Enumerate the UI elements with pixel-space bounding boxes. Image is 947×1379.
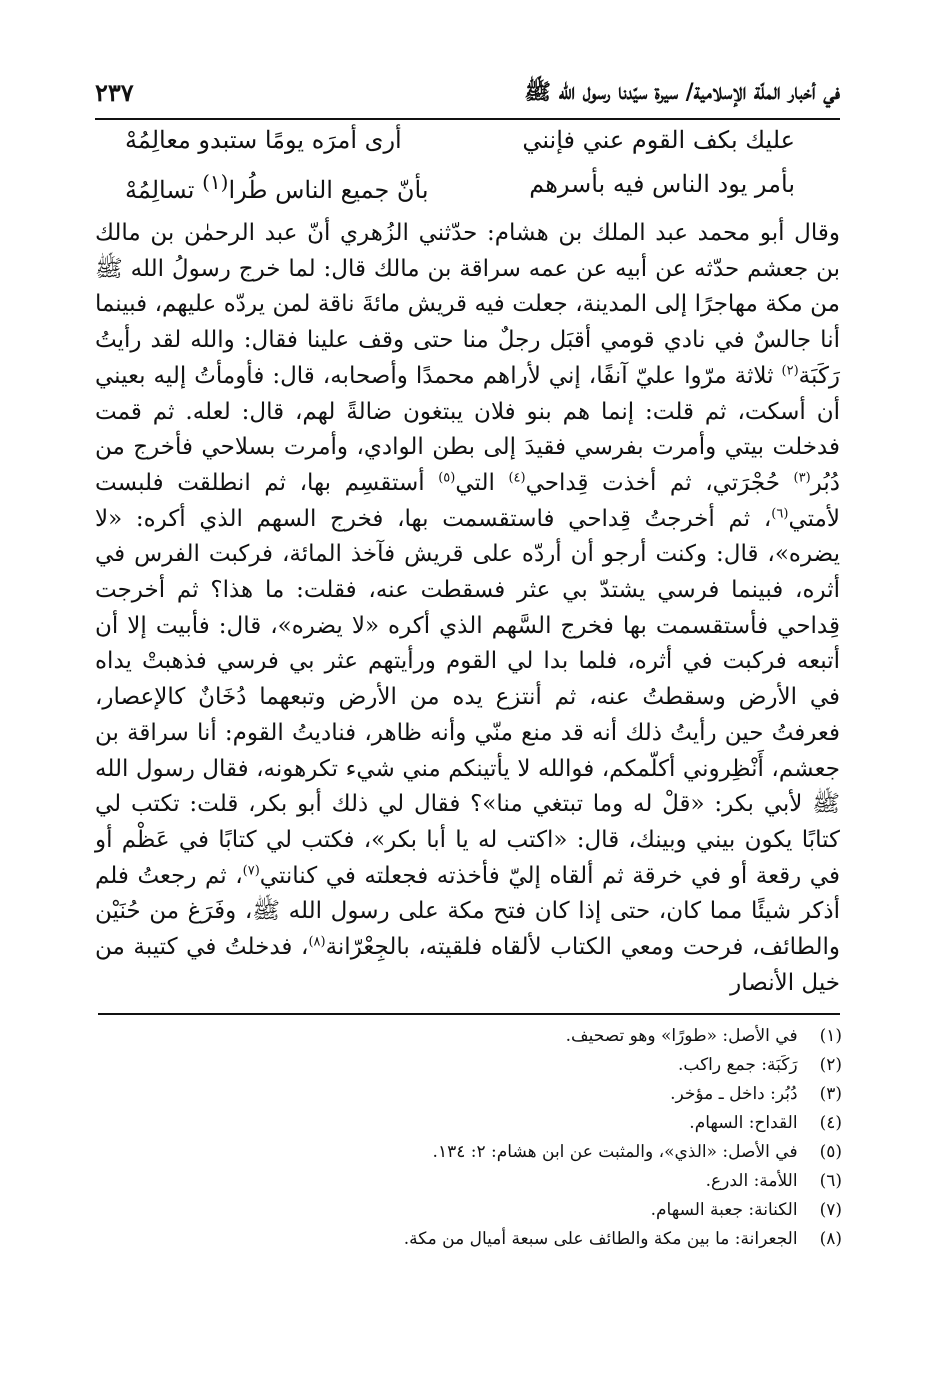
page-number: ٢٣٧ — [95, 78, 134, 107]
footnote-text: دُبُر: داخل ـ مؤخر. — [670, 1084, 798, 1104]
footnote — [192, 1225, 842, 1254]
footnote-marker[interactable]: (٢) — [781, 363, 799, 379]
main-text — [95, 216, 840, 1001]
footnote-marker[interactable]: (٧) — [242, 863, 260, 878]
footnote — [192, 1109, 842, 1138]
footnote-marker[interactable]: (١) — [202, 170, 229, 194]
footnote-marker[interactable]: (٣) — [793, 470, 811, 486]
text-segment: وقال أبو محمد عبد الملك بن هشام: حدّثني الزُهري أنّ عبد الرحمٰن بن مالك بن جعشم حدّثه عن أبيه عن عمه سراقة بن مالك قال: لما خرج رسولُ الله ﷺ من مكة مهاجرًا إلى المدينة، جعلت فيه قريش مائةَ ناقة لمن يردّه عليهم، فبينما أنا جالسٌ في نادي قومي أقبَل رجلٌ منا حتى وقف علينا فقال: والله لقد رأيتُ رَكَبَة — [95, 220, 840, 389]
footnote-text: اللأمة: الدرع. — [705, 1171, 798, 1191]
footnote — [192, 1196, 842, 1225]
footnote-text: الكنانة: جعبة السهام. — [650, 1200, 798, 1220]
text-segment: ، ثم رجعتُ فلم أذكر شيئًا مما كان، حتى إذا كان فتح مكة على رسول الله ﷺ، وفَرَغ من حُنَيْن والطائف، فرحت ومعي الكتاب لألقاه فلقيته، بالجِعْرّانة — [95, 862, 840, 961]
footnote — [192, 1167, 842, 1196]
footnote-text: رَكَبَة: جمع راكب. — [677, 1055, 798, 1075]
footnote-text: القداح: السهام. — [689, 1113, 798, 1133]
text-segment: ، ثم أخرجتُ قِداحي فاستقسمت بها، فخرج السهم الذي أكره: «لا يضره»، قال: وكنت أرجو أن أردّه على قريش فآخذ المائة، فركبت الفرس في أثره، فبينما فرسي يشتدّ بي عثر فسقطت عنه، فقلت: ما هذا؟ ثم أخرجت قِداحي فأستقسمت بها فخرج السَّهم الذي أكره «لا يضره»، قال: فأبيت إلا أن أتبعه فركبت في أثره، فلما بدا لي القوم ورأيتهم عثر بي فرسي فذهبتْ يداه في الأرض وسقطتُ عنه، ثم أنتزع يده من الأرض وتبعهما دُخَانٌ كالإعصار، فعرفتُ حين رأيتُ ذلك أنه قد منع منّي وأنه ظاهر، فناديتُ القوم: أنا سراقة بن جعشم، أَنْظِروني أكلّمكم، فوالله لا يأتينكم مني شيء تكرهونه، فقال رسول الله ﷺ لأبي بكر: «قلْ له وما تبتغي منا»؟ فقال لي ذلك أبو بكر، قلت: تكتب لي كتابًا يكون بيني وبينك، قال: «اكتب له يا أبا بكر»، فكتب لي كتابًا في عَظْم أو في رقعة أو في خرقة ثم ألقاه إليّ فأخذته فجعلته في كنانتي — [95, 505, 840, 889]
footnote-text: في الأصل: «الذي»، والمثبت عن ابن هشام: ٢: ١٣٤. — [432, 1142, 798, 1162]
footnote — [192, 1138, 842, 1167]
footnote — [192, 1051, 842, 1080]
hemistich-first: بأمر يود الناس فيه بأسرهم — [529, 170, 795, 198]
poem — [95, 126, 795, 214]
footnote-number: (١) — [819, 1026, 842, 1046]
footnote-number: (٤) — [819, 1113, 842, 1133]
footnote-text: في الأصل: «طورًا» وهو تصحيف. — [565, 1026, 798, 1046]
poem-verse — [95, 126, 795, 170]
footnote-number: (٧) — [819, 1200, 842, 1220]
hemistich-text: بأنّ جميع الناس طُرا — [228, 176, 429, 204]
text-segment: التي — [455, 469, 509, 496]
text-segment: ثلاثة مرّوا عليّ آنفًا، إني لأراهم محمدًا وأصحابه، قال: فأومأتُ إليه بعيني أن أسكت، ثم قلت: إنما هم بنو فلان يبتغون ضالةً لهم، قال: لعله. ثم قمت فدخلت بيتي وأمرت بفرسي فقيدَ إلى بطن الوادي، وأمرت بسلاحي فأخرج من دُبُر — [95, 362, 841, 496]
footnote-marker[interactable]: (٦) — [771, 505, 789, 521]
footnote-marker[interactable]: (٨) — [308, 934, 326, 950]
footnote — [192, 1080, 842, 1109]
footnote-number: (٦) — [819, 1171, 842, 1191]
footnote-number: (٥) — [819, 1142, 842, 1162]
footnote-number: (٨) — [819, 1229, 842, 1249]
page-header — [95, 70, 840, 120]
text-segment: أستقسِم بها، ثم انطلقت فلبست لأمتي — [95, 469, 840, 532]
text-segment: ، فدخلتُ في كتيبة من خيل الأنصار — [95, 934, 840, 996]
hemistich-text-end: تسالِمُهْ — [125, 176, 203, 204]
footnote-number: (٢) — [819, 1055, 842, 1075]
footnote-divider — [98, 1013, 840, 1015]
hemistich-second: أرى أمرَه يومًا ستبدو معالِمُهْ — [125, 126, 402, 154]
footnotes — [192, 1022, 842, 1254]
hemistich-first: عليك بكف القوم عني فإنني — [522, 126, 795, 154]
footnote — [192, 1022, 842, 1051]
hemistich-second — [125, 170, 429, 204]
footnote-marker[interactable]: (٥) — [438, 470, 456, 486]
text-segment: حُجْرَتي، ثم أخذت قِداحي — [525, 469, 794, 496]
footnote-marker[interactable]: (٤) — [508, 470, 526, 486]
poem-verse — [95, 170, 795, 214]
running-title: في أخبار الملّة الإسلامية/ سيرة سيّدنا رسول الله ﷺ — [524, 79, 840, 105]
footnote-number: (٣) — [819, 1084, 842, 1104]
footnote-text: الجعرانة: ما بين مكة والطائف على سبعة أميال من مكة. — [403, 1229, 798, 1249]
